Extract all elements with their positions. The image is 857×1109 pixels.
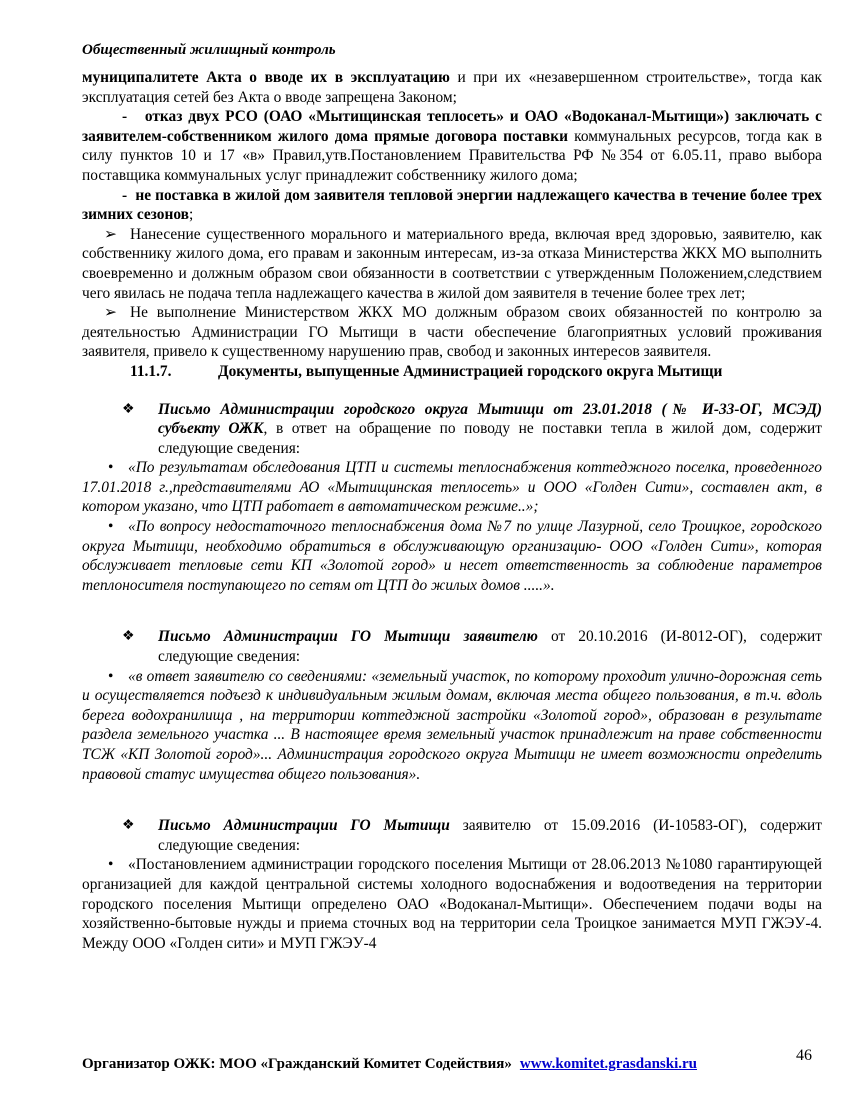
quote-bullet — [82, 458, 822, 517]
bold-text: не поставка в жилой дом заявителя тепловой энергии надлежащего качества в течение более трех зимних сезонов — [82, 186, 823, 224]
page-number: 46 — [796, 1047, 812, 1064]
diamond-bullet-icon: ❖ — [122, 401, 135, 417]
text: заявителю от 15.09.2016 (И-10583-ОГ), содержит следующие сведения: — [158, 817, 823, 854]
document-body — [82, 68, 822, 953]
footer-organizer: Организатор ОЖК: МОО «Гражданский Комитет Содействия» — [82, 1056, 512, 1072]
diamond-bullet-icon: ❖ — [122, 629, 135, 645]
bullet-icon: • — [108, 518, 114, 536]
paragraph — [82, 68, 822, 107]
dash-paragraph — [82, 186, 822, 225]
letter-heading — [82, 627, 822, 666]
letter-heading — [82, 400, 822, 459]
arrow-icon: ➢ — [104, 304, 117, 322]
quote-bullet — [82, 855, 822, 953]
arrow-paragraph — [82, 225, 822, 303]
quote-text: «Постановлением администрации городского поселения Мытищи от 28.06.2013 №1080 гарантирующей организацией для каждой центральной системы холодного водоснабжения и водоотведения на территории городского поселения Мытищи определено ОАО «Водоканал-Мытищи». Обеспечением подачи воды на хозяйственно-бытовые нужды и приема сточных вод на территории села Троицкое занимается МУП ГЖЭУ-4. Между ООО «Голден сити» и МУП ГЖЭУ-4 — [82, 856, 822, 952]
running-header: Общественный жилищный контроль — [82, 42, 336, 58]
text: , в ответ на обращение по поводу не поставки тепла в жилой дом, содержит следующие сведения: — [158, 420, 822, 457]
bold-text: отказ двух РСО (ОАО «Мытищинская теплосеть» и ОАО «Водоканал-Мытищи») заключать с заявителем-собственником жилого дома прямые договора поставки — [82, 108, 822, 145]
quote-bullet — [82, 517, 822, 595]
quote-text: «По вопросу недостаточного теплоснабжения дома №7 по улице Лазурной, село Троицкое, городского округа Мытищи, необходимо обратиться в обслуживающую организацию- ООО «Голден Сити», которая обслуживает тепловые сети КП «Золотой город» и несет ответственность за соблюдение параметров теплоносителя поступающего по сетям от ЦТП до жилых домов .....». — [82, 518, 822, 594]
diamond-bullet-icon: ❖ — [122, 818, 135, 834]
section-title: Документы, выпущенные Администрацией городского округа Мытищи — [218, 362, 723, 380]
arrow-paragraph — [82, 303, 822, 362]
section-heading — [82, 362, 822, 382]
text: Не выполнение Министерством ЖКХ МО должным образом своих обязанностей по контролю за деятельностью Администрации ГО Мытищи в части обеспечение благоприятных условий проживания заявителя, привело к существенному нарушению прав, свобод и законных интересов заявителя. — [82, 304, 822, 361]
dash-marker: - — [122, 108, 128, 126]
text: Нанесение существенного морального и материального вреда, включая вред здоровью, заявителю, как собственнику жилого дома, его правам и законным интересам, из-за отказа Министерства ЖКХ МО выполнить своевременно и должным образом свои обязанности в соответствии с утвержденным Положением,следствием чего явилась не подача тепла надлежащего качества в жилой дом заявителя в течение более трех лет; — [82, 225, 822, 302]
bullet-icon: • — [108, 856, 114, 874]
arrow-icon: ➢ — [104, 225, 117, 243]
text: от 20.10.2016 (И-8012-ОГ), содержит следующие сведения: — [158, 628, 822, 666]
bold-text: муниципалитете Акта о вводе их в эксплуатацию — [82, 69, 450, 86]
quote-text: «в ответ заявителю со сведениями: «земельный участок, по которому проходит улично-дорожная сеть и осуществляется подъезд к индивидуальным жилым домам, включая места общего пользования, в т.ч. вдоль берега водохранилища , на территории коттеджной застройки «Золотой город», образован в результате раздела земельного участка ... В настоящее время земельный участок принадлежит на праве собственности ТСЖ «КП Золотой город»... Администрация городского округа Мытищи не имеет возможности определить правовой статус имущества общего пользования». — [82, 667, 822, 783]
quote-bullet — [82, 667, 822, 785]
page-footer — [82, 1056, 697, 1073]
footer-website-link[interactable]: www.komitet.grasdanski.ru — [519, 1056, 698, 1072]
dash-marker: - — [122, 186, 128, 204]
section-number: 11.1.7. — [130, 362, 172, 380]
bullet-icon: • — [108, 459, 114, 477]
letter-title: Письмо Администрации ГО Мытищи заявителю — [158, 628, 538, 646]
letter-heading — [82, 816, 822, 855]
text: коммунальных ресурсов, тогда как в силу пунктов 10 и 17 «в» Правил,утв.Постановлением Правительства РФ №354 от 6.05.11, право выбора поставщика коммунальных услуг принадлежит собственнику жилого дома; — [82, 127, 822, 184]
dash-paragraph — [82, 107, 822, 185]
letter-title: Письмо Администрации ГО Мытищи — [158, 817, 450, 835]
bullet-icon: • — [108, 667, 114, 685]
text: ; — [188, 206, 194, 224]
text: и при их «незавершенном строительстве», тогда как эксплуатация сетей без Акта о вводе запрещена Законом; — [82, 69, 822, 106]
quote-text: «По результатам обследования ЦТП и системы теплоснабжения коттеджного поселка, проведенного 17.01.2018 г.,представителями АО «Мытищинская теплосеть» и ООО «Голден Сити», составлен акт, в котором указано, что ЦТП работает в автоматическом режиме..»; — [82, 459, 822, 516]
letter-title: Письмо Администрации городского округа Мытищи от 23.01.2018 (№ И-33-ОГ, МСЭД) субъекту ОЖК — [158, 400, 822, 438]
